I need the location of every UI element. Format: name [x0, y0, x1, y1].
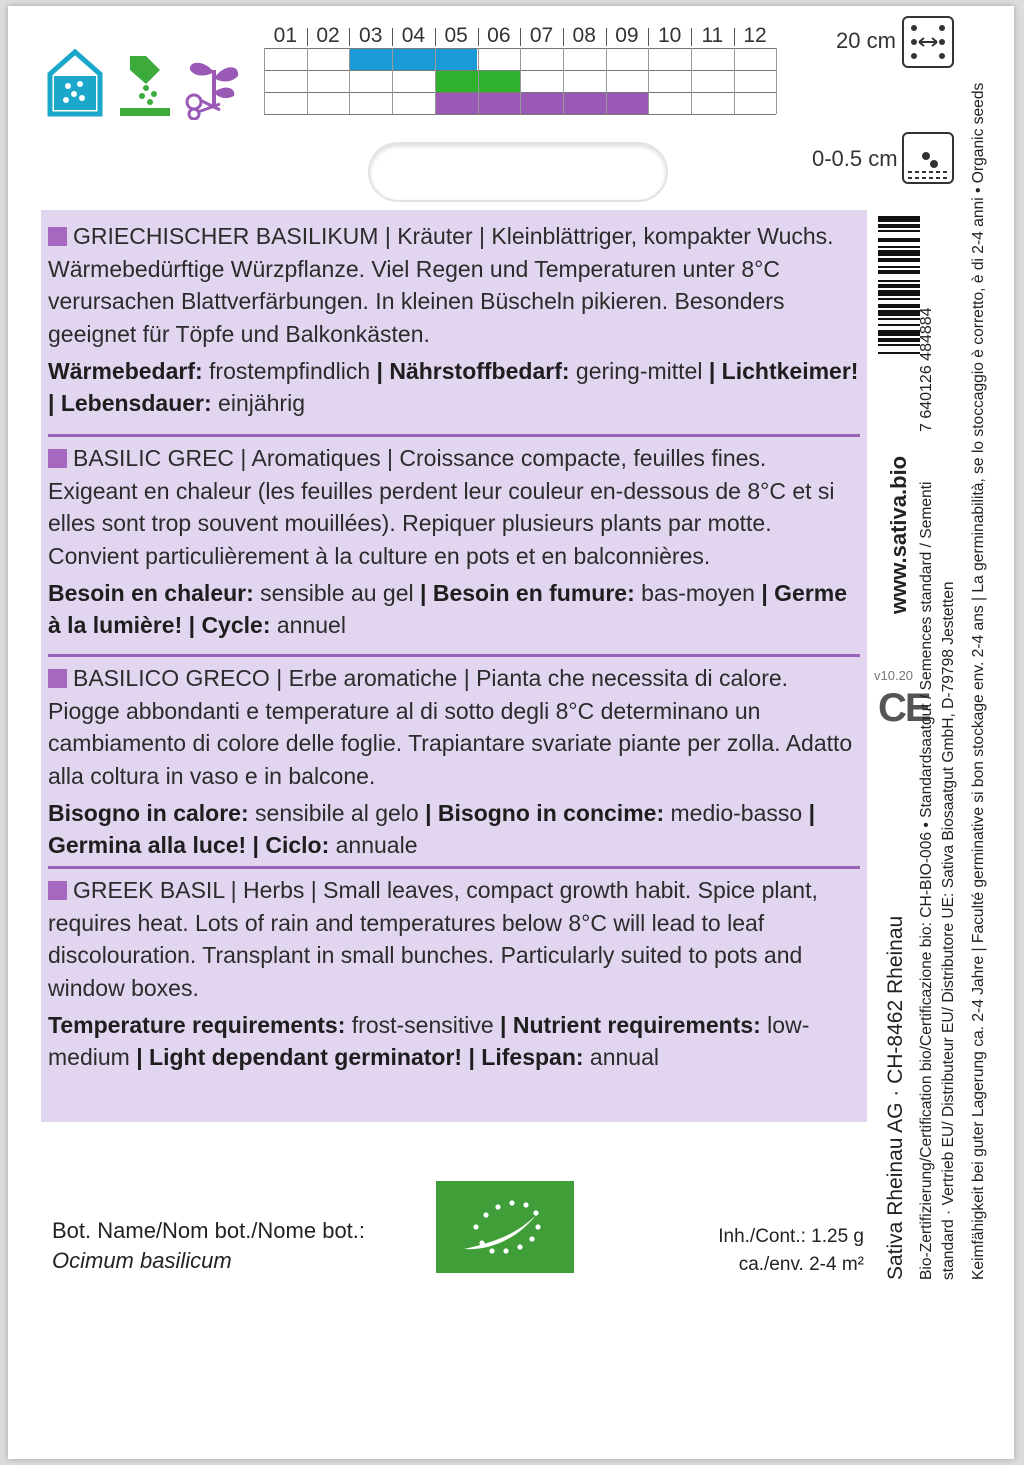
sowing-depth-icon: [902, 132, 954, 184]
sowing-area: ca./env. 2-4 m²: [738, 1254, 864, 1275]
month-label: 04: [401, 24, 426, 47]
plant-spacing: 20 cm: [836, 28, 896, 53]
attribute-value: einjährig: [211, 389, 305, 416]
month-label: 08: [572, 24, 596, 47]
attribute-key: | Besoin en fumure:: [420, 579, 635, 606]
section-marker: [48, 227, 67, 246]
variety-description: | Erbe aromatiche | Pianta che necessita di calore. Piogge abbondanti e temperature al di sotto degli 8°C determinano un cambiamento di colore delle foglie. Trapiantare svariate piante per zolla. Adatto alla coltura in vaso e in balcone.: [48, 665, 853, 790]
ce-mark: CE: [878, 686, 930, 730]
calendar-gridline: [264, 114, 776, 115]
variety-description: | Kräuter | Kleinblättriger, kompakter Wuchs. Wärmebedürftige Würzpflanze. Viel Regen und Temperaturen unter 8°C verursachen Blattverfärbungen. In kleinen Büscheln pikieren. Besonders geeignet für Töpfe und Balkonkästen.: [48, 223, 834, 348]
botanical-name-label: Bot. Name/Nom bot./Nome bot.:: [52, 1218, 366, 1243]
calendar-bar-harvest: [435, 93, 649, 114]
calendar-gridline: [734, 48, 735, 114]
germination-text: Keimfähigkeit bei guter Lagerung ca. 2-4 Jahre | Faculté germinative si bon stockage env. 2-4 ans | La germinabilità, se lo stoccaggio è corretto, è di 2-4 anni • Organic seeds: [970, 82, 987, 1280]
attribute-key: | Germe à la lumière!: [48, 579, 848, 638]
attribute-key: | Lifespan:: [468, 1043, 584, 1070]
month-separator: [691, 28, 692, 46]
harvest-icon: [180, 48, 246, 120]
attribute-key: | Lichtkeimer! |: [48, 357, 859, 416]
month-separator: [349, 28, 350, 46]
variety-heading: BASILICO GRECO: [73, 665, 270, 691]
growing-attributes: [48, 355, 860, 419]
variety-description: | Aromatiques | Croissance compacte, feuilles fines. Exigeant en chaleur (les feuilles perdent leur couleur en-dessous de 8°C et si elles sont trop souvent mouillées). Repiquer plusieurs plants par motte. Convient particulièrement à la culture en pots et en balconnières.: [48, 445, 835, 570]
attribute-key: | Germina alla luce!: [48, 799, 816, 858]
month-separator: [392, 28, 393, 46]
distributor-text: standard · Vertrieb EU/ Distributeur EU/ Distributore UE: Sativa Biosaatgut GmbH, D-79798 Jestetten: [940, 581, 957, 1280]
growing-attributes: [48, 577, 860, 641]
month-separator: [606, 28, 607, 46]
month-label: 07: [529, 24, 554, 47]
contents-weight: Inh./Cont.: 1.25 g: [718, 1226, 864, 1247]
attribute-value: frostempfindlich: [202, 357, 377, 384]
month-label: 05: [444, 24, 468, 47]
attribute-key: Temperature requirements:: [48, 1011, 346, 1038]
language-section: [48, 662, 860, 861]
language-section: [48, 220, 860, 419]
variety-heading: BASILIC GREC: [73, 445, 235, 471]
attribute-key: | Cycle:: [188, 611, 271, 638]
month-separator: [307, 28, 308, 46]
month-separator: [435, 28, 436, 46]
spacing-icon: [902, 16, 954, 68]
attribute-value: frost-sensitive: [345, 1011, 501, 1038]
attribute-key: Bisogno in calore:: [48, 799, 249, 826]
month-separator: [648, 28, 649, 46]
attribute-value: gering-mittel: [569, 357, 709, 384]
attribute-key: | Ciclo:: [252, 831, 330, 858]
hanger-hole: [368, 142, 668, 202]
attribute-value: low-medium: [48, 1011, 810, 1070]
calendar-gridline: [392, 48, 393, 114]
greenhouse-icon: [46, 46, 104, 118]
calendar-gridline: [520, 48, 521, 114]
calendar-gridline: [648, 48, 649, 114]
attribute-key: |: [136, 1043, 143, 1070]
variety-heading: GREEK BASIL: [73, 877, 225, 903]
month-label: 03: [359, 24, 383, 47]
calendar-gridline: [349, 48, 350, 114]
attribute-value: sensible au gel: [253, 579, 421, 606]
month-label: 10: [657, 24, 682, 47]
month-label: 06: [487, 24, 511, 47]
calendar-gridline: [307, 48, 308, 114]
attribute-value: sensibile al gelo: [248, 799, 426, 826]
calendar-gridline: [563, 48, 564, 114]
attribute-value: annual: [583, 1043, 660, 1070]
version-label: v10.20: [874, 668, 914, 683]
calendar-gridline: [264, 48, 265, 114]
attribute-value: annuale: [329, 831, 418, 858]
month-label: 01: [273, 24, 298, 47]
attribute-key: Wärmebedarf:: [48, 357, 203, 384]
month-separator: [734, 28, 735, 46]
website[interactable]: www.sativa.bio: [886, 455, 911, 614]
section-marker: [48, 669, 67, 688]
month-label: 02: [316, 24, 340, 47]
section-divider: [48, 654, 860, 657]
barcode: [878, 216, 920, 412]
language-section: [48, 442, 860, 641]
attribute-value: annuel: [270, 611, 346, 638]
side-info-strip: [870, 82, 1010, 1290]
section-divider: [48, 866, 860, 869]
description-panel: [41, 210, 867, 1122]
seed-packet-back: [8, 6, 1014, 1459]
barcode-number: 7 640126 484884: [918, 307, 935, 432]
month-label: 09: [615, 24, 639, 47]
growing-attributes: [48, 797, 860, 861]
section-divider: [48, 434, 860, 437]
month-separator: [478, 28, 479, 46]
certification-text: Bio-Zertifizierung/Certification bio/Certificazione bio: CH-BIO-006 • Standardsaatgut / Semences standard / Sementi: [918, 481, 935, 1280]
month-separator: [520, 28, 521, 46]
direct-sowing-icon: [116, 52, 174, 118]
calendar-bar-sowing-indoor: [349, 49, 477, 70]
variety-heading: GRIECHISCHER BASILIKUM: [73, 223, 379, 249]
calendar-gridline: [776, 48, 777, 114]
botanical-name: Ocimum basilicum: [52, 1248, 232, 1273]
attribute-key: | Nährstoffbedarf:: [376, 357, 570, 384]
company-address: Sativa Rheinau AG · CH-8462 Rheinau: [884, 915, 907, 1280]
month-label: 12: [743, 24, 767, 47]
attribute-key: Lebensdauer:: [60, 389, 212, 416]
calendar-gridline: [691, 48, 692, 114]
attribute-value: bas-moyen: [634, 579, 762, 606]
section-marker: [48, 449, 67, 468]
month-separator: [563, 28, 564, 46]
attribute-key: Besoin en chaleur:: [48, 579, 254, 606]
calendar-gridline: [478, 48, 479, 114]
attribute-key: | Nutrient requirements:: [500, 1011, 761, 1038]
variety-description: | Herbs | Small leaves, compact growth habit. Spice plant, requires heat. Lots of rain and temperatures below 8°C will lead to leaf discolouration. Transplant in small bunches. Particularly suited to pots and window boxes.: [48, 877, 818, 1002]
attribute-key: Light dependant germinator!: [149, 1043, 469, 1070]
attribute-value: medio-basso: [664, 799, 809, 826]
calendar-gridline: [435, 48, 436, 114]
attribute-key: | Bisogno in concime:: [425, 799, 665, 826]
growing-attributes: [48, 1009, 860, 1073]
month-label: 11: [701, 24, 724, 47]
section-marker: [48, 881, 67, 900]
language-section: [48, 874, 860, 1073]
sowing-depth: 0-0.5 cm: [812, 146, 898, 171]
calendar-gridline: [606, 48, 607, 114]
eu-organic-logo: [436, 1181, 574, 1273]
